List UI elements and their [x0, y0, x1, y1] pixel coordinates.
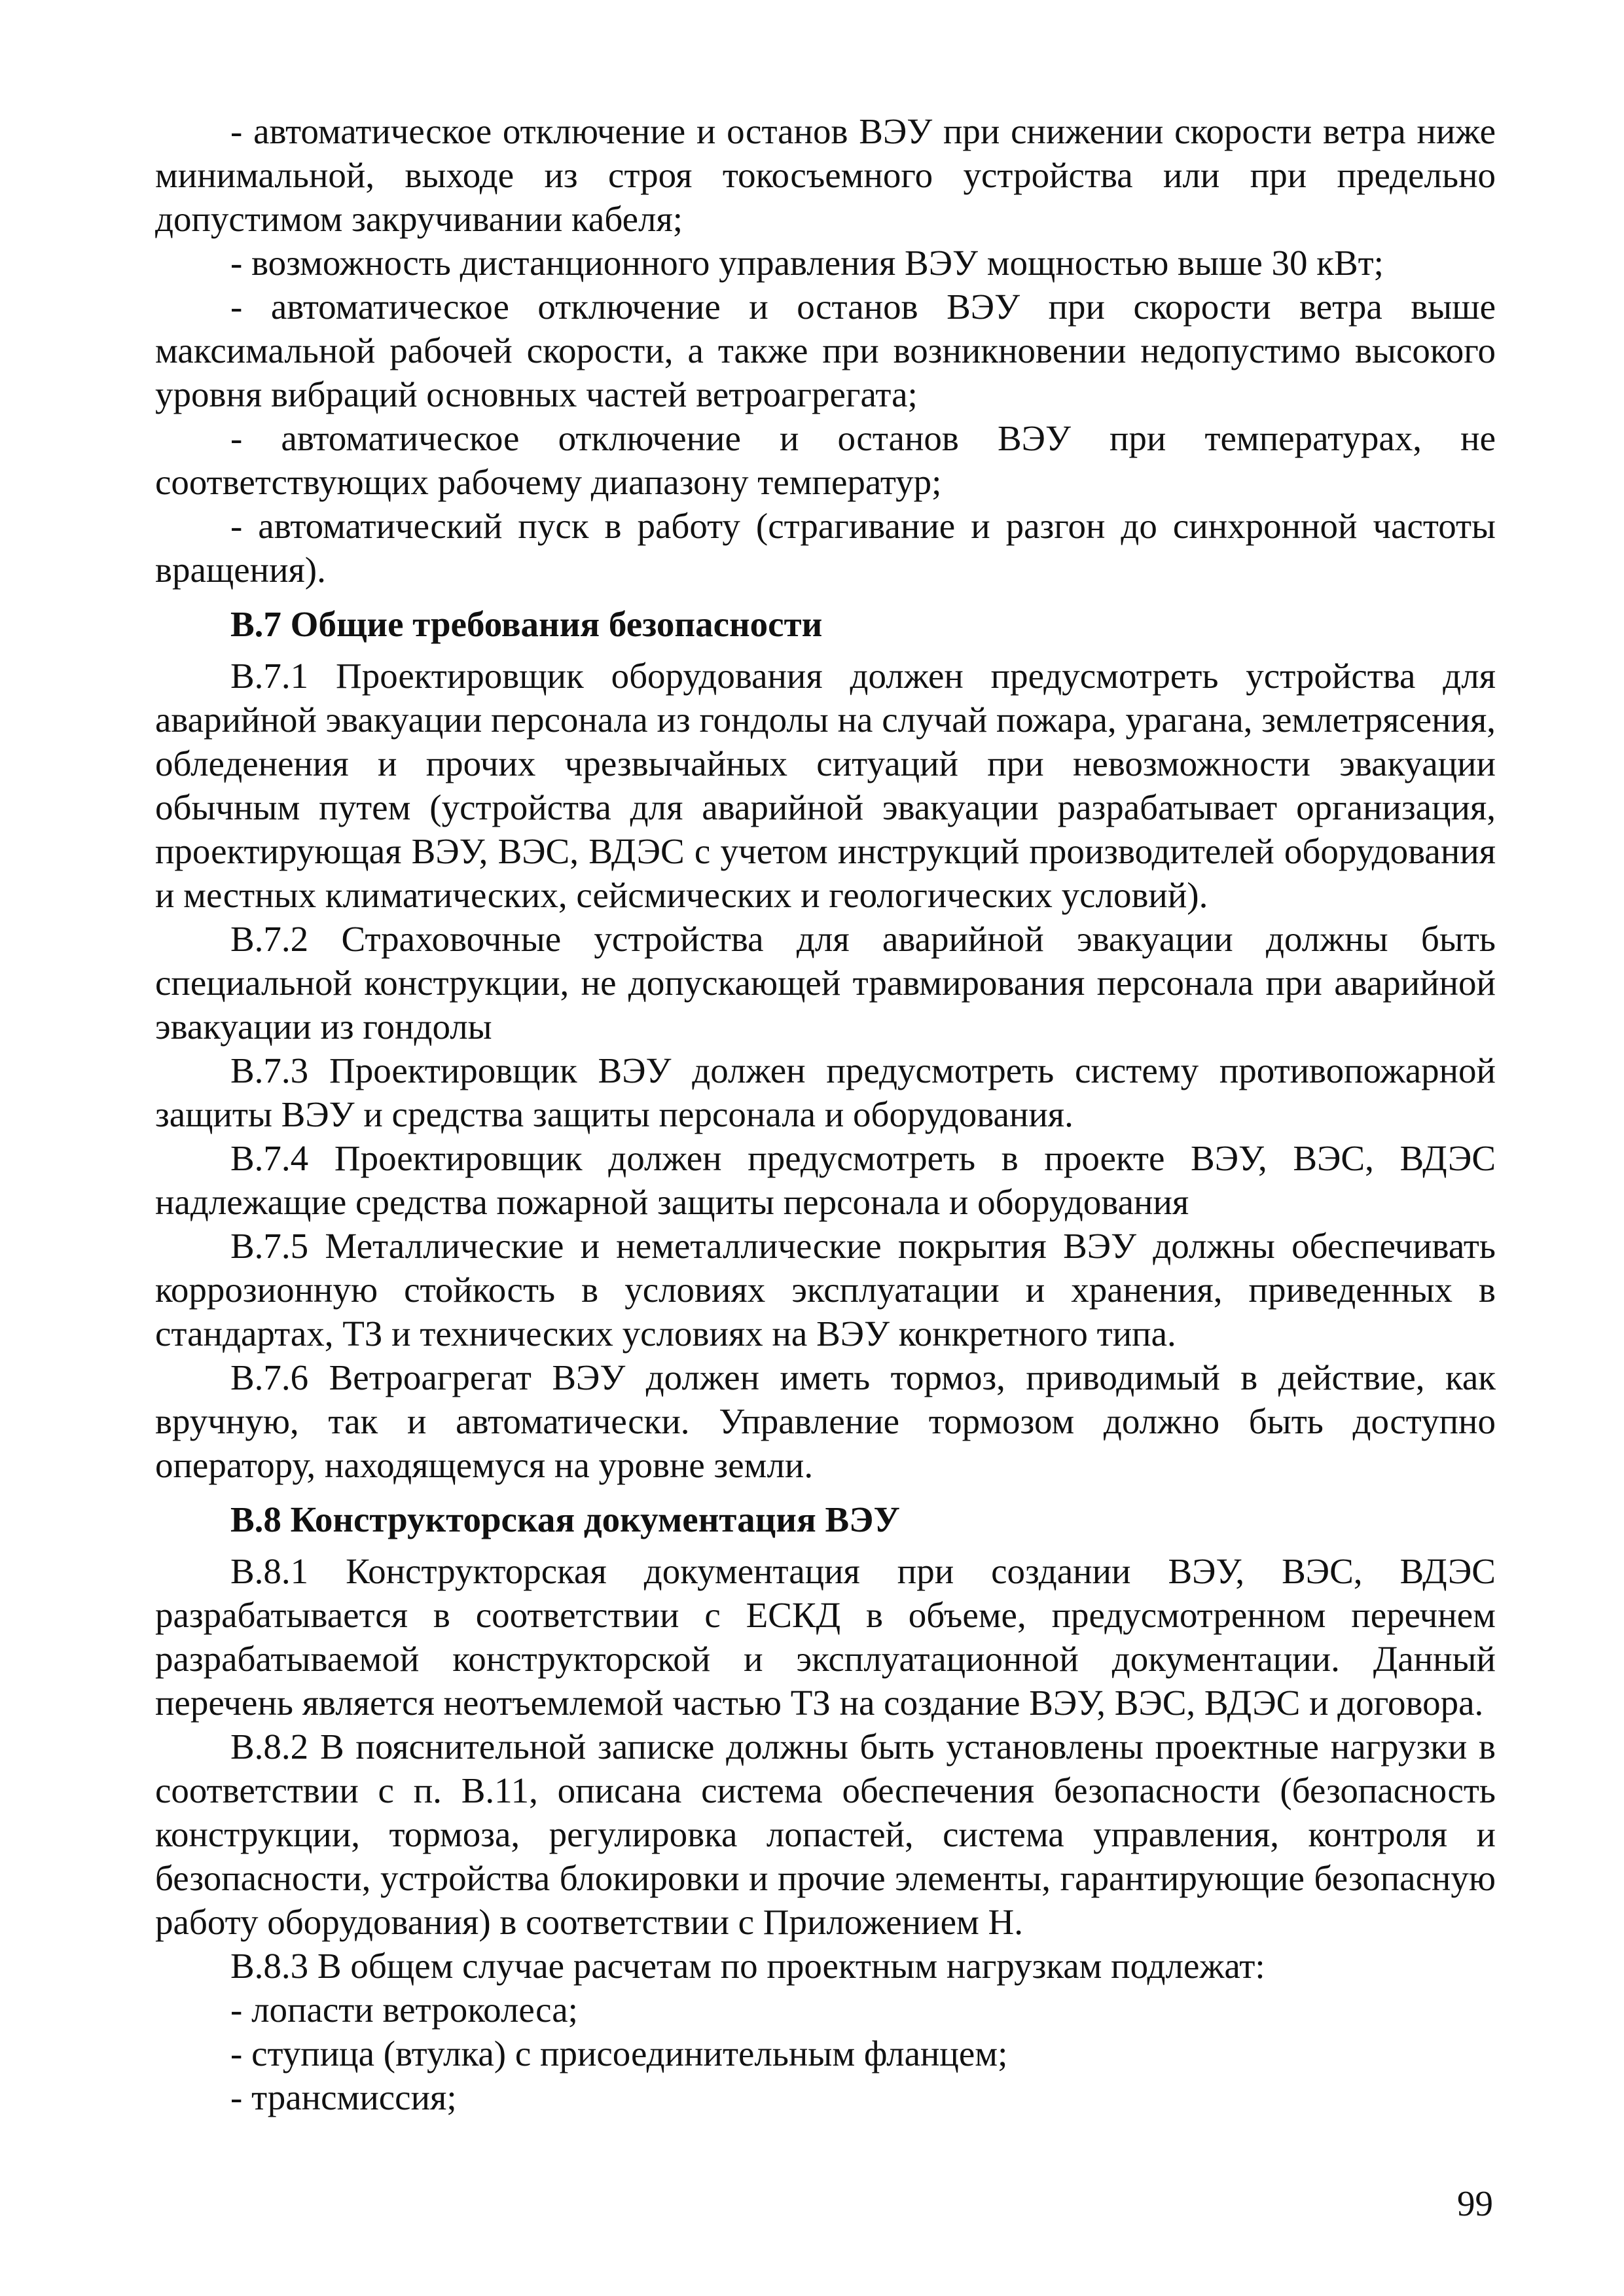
paragraph-b7-1: В.7.1 Проектировщик оборудования должен предусмотреть устройства для аварийной эвакуации персонала из гондолы на случай пожара, урагана, землетрясения, обледенения и прочих чрезвычайных ситуаций при невозможности эвакуации обычным путем (устройства для аварийной эвакуации разрабатывает организация, проектирующая ВЭУ, ВЭС, ВДЭС с учетом инструкций производителей оборудования и местных климатических, сейсмических и геологических условий).: [155, 656, 1496, 915]
section-heading-b8: В.8 Конструкторская документация ВЭУ: [230, 1499, 900, 1539]
paragraph-b7-2: В.7.2 Страховочные устройства для аварийной эвакуации должны быть специальной конструкции, не допускающей травмирования персонала при аварийной эвакуации из гондолы: [155, 919, 1496, 1047]
list-item: - возможность дистанционного управления ВЭУ мощностью выше 30 кВт;: [230, 243, 1384, 283]
paragraph-b7-3: В.7.3 Проектировщик ВЭУ должен предусмотреть систему противопожарной защиты ВЭУ и средства защиты персонала и оборудования.: [155, 1050, 1496, 1134]
paragraph-b7-5: В.7.5 Металлические и неметаллические покрытия ВЭУ должны обеспечивать коррозионную стойкость в условиях эксплуатации и хранения, приведенных в стандартах, ТЗ и технических условиях на ВЭУ конкретного типа.: [155, 1226, 1496, 1354]
paragraph-b8-1: В.8.1 Конструкторская документация при создании ВЭУ, ВЭС, ВДЭС разрабатывается в соответствии с ЕСКД в объеме, предусмотренном перечнем разрабатываемой конструкторской и эксплуатационной документации. Данный перечень является неотъемлемой частью ТЗ на создание ВЭУ, ВЭС, ВДЭС и договора.: [155, 1551, 1496, 1723]
list-item: - автоматический пуск в работу (страгивание и разгон до синхронной частоты вращения).: [155, 506, 1496, 590]
page-number: 99: [1457, 2183, 1493, 2223]
list-item: - трансмиссия;: [230, 2077, 457, 2117]
paragraph-b7-4: В.7.4 Проектировщик должен предусмотреть в проекте ВЭУ, ВЭС, ВДЭС надлежащие средства пожарной защиты персонала и оборудования: [155, 1138, 1496, 1222]
list-item: - лопасти ветроколеса;: [230, 1990, 578, 2030]
list-item: - автоматическое отключение и останов ВЭУ при скорости ветра выше максимальной рабочей скорости, а также при возникновении недопустимо высокого уровня вибраций основных частей ветроагрегата;: [155, 287, 1496, 414]
paragraph-b8-3: В.8.3 В общем случае расчетам по проектным нагрузкам подлежат:: [230, 1946, 1265, 1986]
list-item: - автоматическое отключение и останов ВЭУ при температурах, не соответствующих рабочему диапазону температур;: [155, 418, 1496, 502]
list-item: - ступица (втулка) с присоединительным фланцем;: [230, 2034, 1008, 2073]
page-body: [155, 109, 1496, 2119]
paragraph-b8-2: В.8.2 В пояснительной записке должны быть установлены проектные нагрузки в соответствии с п. В.11, описана система обеспечения безопасности (безопасность конструкции, тормоза, регулировка лопастей, система управления, контроля и безопасности, устройства блокировки и прочие элементы, гарантирующие безопасную работу оборудования) в соответствии с Приложением Н.: [155, 1727, 1496, 1942]
section-heading-b7: В.7 Общие требования безопасности: [230, 604, 823, 644]
list-item: - автоматическое отключение и останов ВЭУ при снижении скорости ветра ниже минимальной, выходе из строя токосъемного устройства или при предельно допустимом закручивании кабеля;: [155, 111, 1496, 239]
paragraph-b7-6: В.7.6 Ветроагрегат ВЭУ должен иметь тормоз, приводимый в действие, как вручную, так и автоматически. Управление тормозом должно быть доступно оператору, находящемуся на уровне земли.: [155, 1357, 1496, 1485]
